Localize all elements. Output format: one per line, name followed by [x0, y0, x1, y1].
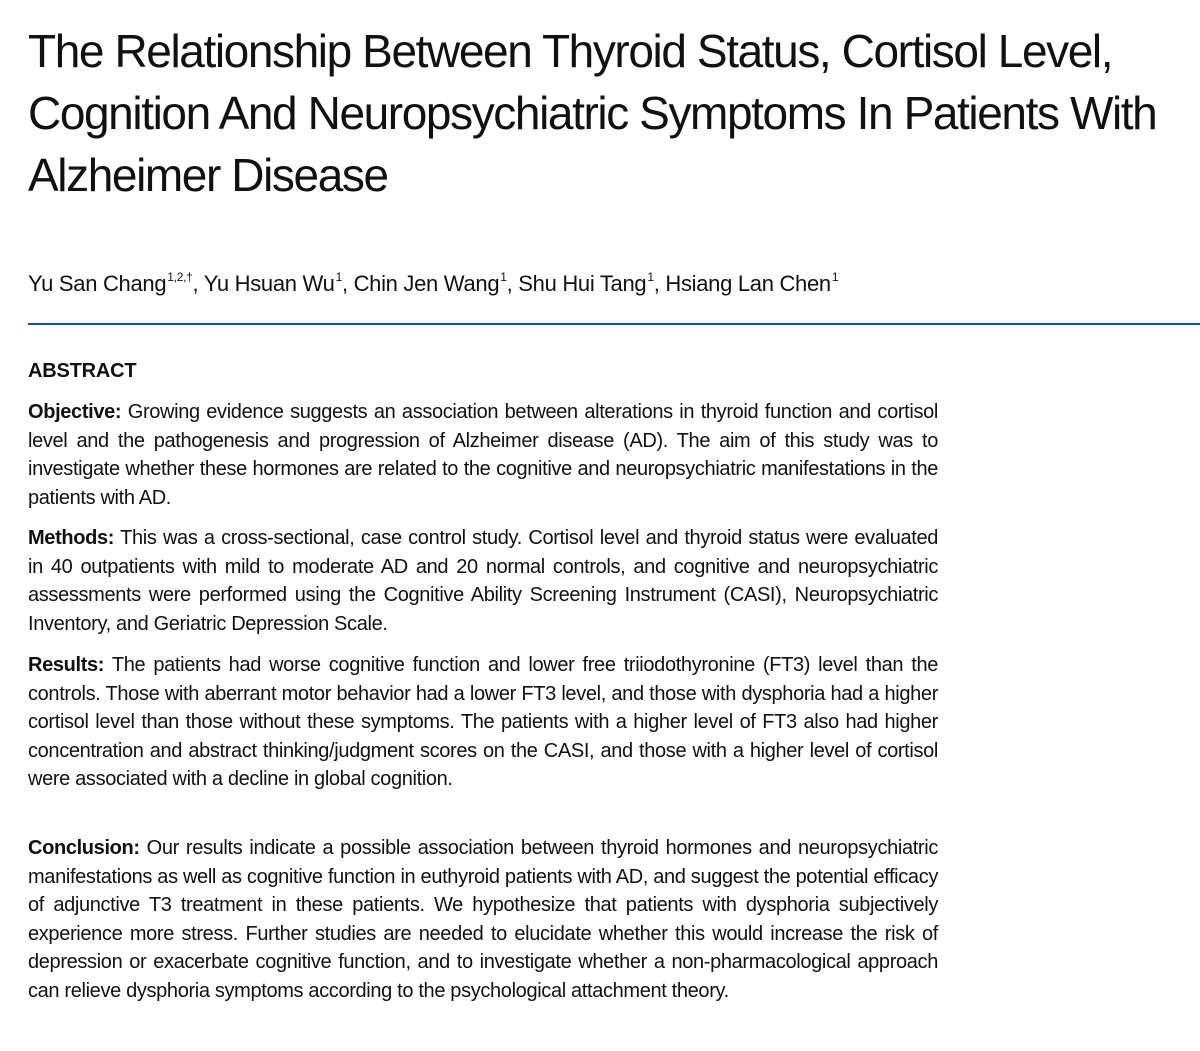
section-text: Growing evidence suggests an association between alterations in thyroid function and cortisol level and the pathogenesis and progression of Alzheimer disease (AD). The aim of this study was to investigate whether these hormones are related to the cognitive and neuropsychiatric manifestations in the patients with AD.: [28, 401, 938, 509]
author: [28, 271, 204, 296]
author: [354, 271, 519, 296]
author-name: Shu Hui Tang: [518, 271, 647, 296]
abstract-heading: ABSTRACT: [28, 360, 137, 382]
author: [665, 271, 838, 296]
author-separator: ,: [341, 271, 354, 296]
author: [518, 271, 665, 296]
author-affiliation: 1,2,†: [167, 270, 193, 284]
section-label: Conclusion:: [28, 837, 140, 859]
title-divider-rule: [28, 323, 1200, 325]
paper-title: The Relationship Between Thyroid Status, Cortisol Level, Cognition And Neuropsychiatric Symptoms In Patients With Alzheimer Disease: [28, 25, 1157, 201]
section-text: The patients had worse cognitive function and lower free triiodothyronine (FT3) level than the controls. Those with aberrant motor behavior had a lower FT3 level, and those with dysphoria had a higher cortisol level than those without these symptoms. The patients with a higher level of FT3 also had higher concentration and abstract thinking/judgment scores on the CASI, and those with a higher level of cortisol were associated with a decline in global cognition.: [28, 654, 938, 791]
section-label: Methods:: [28, 527, 115, 549]
author-affiliation: 1: [500, 270, 507, 284]
author-list: [28, 268, 1128, 300]
abstract-objective-section: [28, 398, 938, 512]
author-affiliation: 1: [647, 270, 654, 284]
abstract-conclusion-section: [28, 834, 938, 1006]
author-name: Yu San Chang: [28, 271, 167, 296]
author-affiliation: 1: [831, 270, 839, 284]
author-separator: ,: [192, 271, 204, 296]
section-label: Objective:: [28, 401, 122, 423]
author-name: Hsiang Lan Chen: [665, 271, 831, 296]
author-separator: ,: [653, 271, 666, 296]
author-separator: ,: [506, 271, 519, 296]
abstract-methods-section: [28, 524, 938, 638]
abstract-results-section: [28, 651, 938, 794]
section-text: This was a cross-sectional, case control study. Cortisol level and thyroid status were evaluated in 40 outpatients with mild to moderate AD and 20 normal controls, and cognitive and neuropsychiatric assessments were performed using the Cognitive Ability Screening Instrument (CASI), Neuropsychiatric Inventory, and Geriatric Depression Scale.: [28, 527, 938, 635]
section-text: Our results indicate a possible association between thyroid hormones and neuropsychiatric manifestations as well as cognitive function in euthyroid patients with AD, and suggest the potential efficacy of adjunctive T3 treatment in these patients. We hypothesize that patients with dysphoria subjectively experience more stress. Further studies are needed to elucidate whether this would increase the risk of depression or exacerbate cognitive function, and to investigate whether a non-pharmacological approach can relieve dysphoria symptoms according to the psychological attachment theory.: [28, 837, 938, 1002]
author: [204, 271, 354, 296]
author-name: Yu Hsuan Wu: [203, 271, 335, 296]
author-name: Chin Jen Wang: [353, 271, 500, 296]
author-affiliation: 1: [335, 270, 342, 284]
section-label: Results:: [28, 654, 105, 676]
